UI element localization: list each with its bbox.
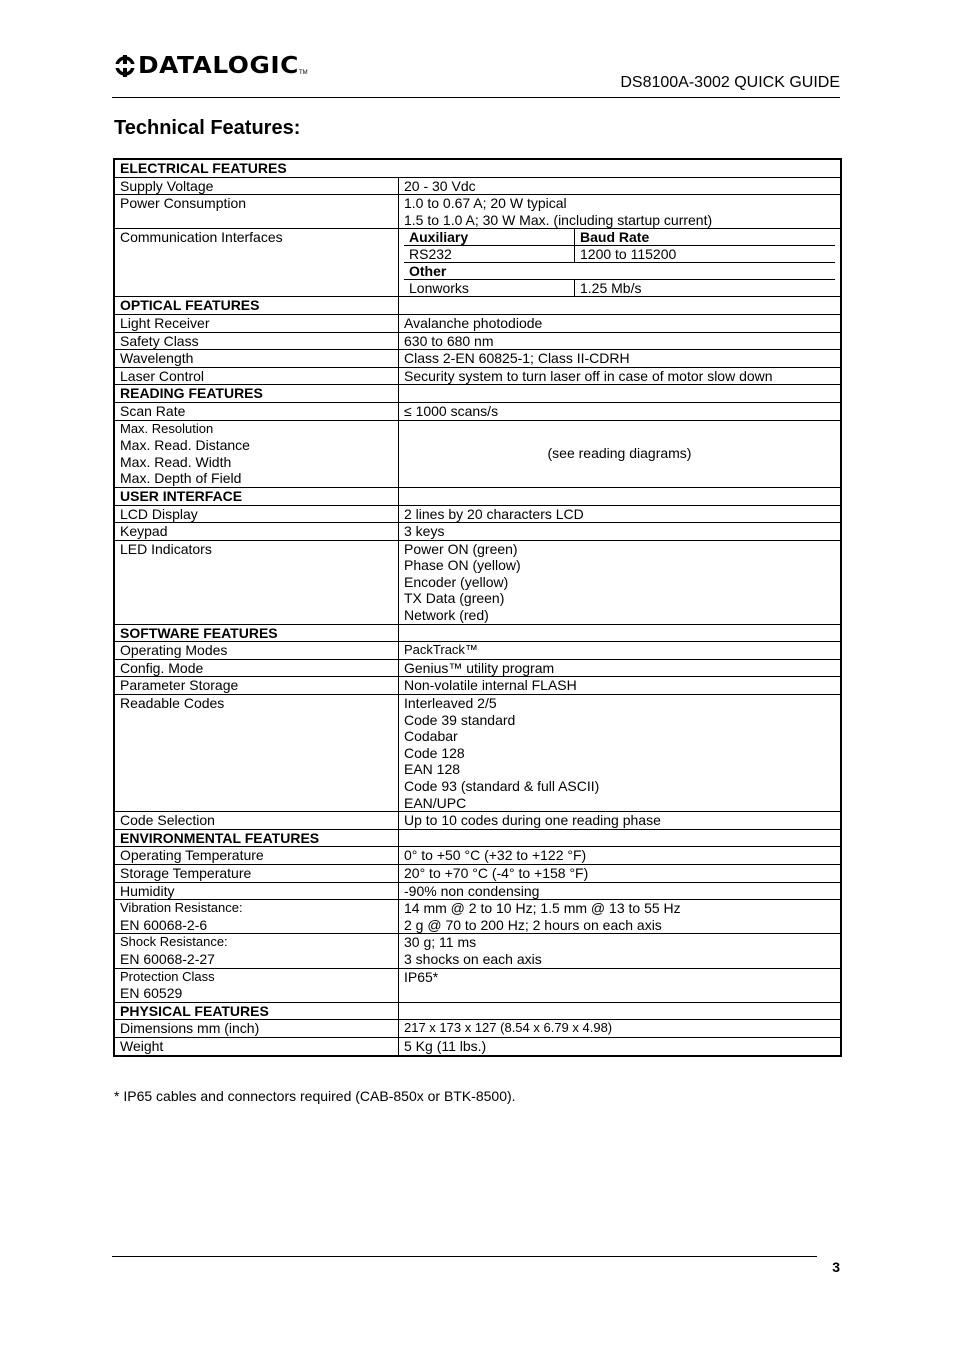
section-title: Technical Features: [114,117,301,139]
row-value: 5 Kg (11 lbs.) [399,1037,842,1055]
row-value: -90% non condensing [399,882,842,900]
software-heading: SOFTWARE FEATURES [114,624,399,642]
table-row [114,900,841,934]
environmental-heading-row [114,829,841,847]
table-row [114,695,841,812]
value-line: Code 39 standard [404,711,516,728]
table-row [114,642,841,660]
table-row [114,1037,841,1055]
reading-heading-row [114,385,841,403]
footnote: * IP65 cables and connectors required (CAB-850x or BTK-8500). [114,1088,516,1104]
value-line: Power ON (green) [404,540,518,557]
subtable-row [404,229,835,246]
table-row [114,523,841,541]
row-label: Config. Mode [114,659,399,677]
label-line: Max. Read. Width [120,453,232,470]
electrical-heading: ELECTRICAL FEATURES [114,159,841,177]
table-row [114,314,841,332]
row-label: Power Consumption [114,195,399,229]
row-label: Laser Control [114,367,399,385]
table-row [114,367,841,385]
table-row [114,934,841,968]
empty-cell [399,829,842,847]
value-line: Code 128 [404,744,465,761]
empty-cell [399,487,842,505]
row-label [114,420,399,487]
row-value [399,934,842,968]
row-label: Keypad [114,523,399,541]
row-label: Supply Voltage [114,177,399,195]
row-value [399,900,842,934]
table-row [114,659,841,677]
row-value: 2 lines by 20 characters LCD [399,505,842,523]
empty-cell [399,297,842,315]
communication-subtable-cell [399,229,842,297]
table-row [114,1020,841,1038]
row-value [399,540,842,624]
table-row [114,350,841,368]
table-row [114,882,841,900]
value-line: 1.0 to 0.67 A; 20 W typical [404,195,567,212]
aux-name: RS232 [404,246,575,263]
value-line: Code 93 (standard & full ASCII) [404,778,600,794]
row-label: Operating Modes [114,642,399,660]
label-line: EN 60529 [120,985,183,1002]
row-label: Dimensions mm (inch) [114,1020,399,1038]
row-value: 3 keys [399,523,842,541]
reading-heading: READING FEATURES [114,385,399,403]
value-line: 3 shocks on each axis [404,950,542,967]
communication-subtable [404,229,835,296]
row-value: Security system to turn laser off in case of motor slow down [399,367,842,385]
row-value: 217 x 173 x 127 (8.54 x 6.79 x 4.98) [399,1020,842,1038]
value-line: 2 g @ 70 to 200 Hz; 2 hours on each axis [404,916,662,933]
row-value: 630 to 680 nm [399,332,842,350]
table-row [114,332,841,350]
row-value [399,695,842,812]
row-label: Operating Temperature [114,847,399,865]
value-line: TX Data (green) [404,590,505,607]
subtable-row [404,246,835,263]
empty-cell [399,1002,842,1020]
row-label [114,968,399,1002]
table-row [114,812,841,830]
row-label: Communication Interfaces [114,229,399,297]
physical-heading: PHYSICAL FEATURES [114,1002,399,1020]
header-rule [112,97,840,98]
other-rate: 1.25 Mb/s [575,280,836,297]
table-row [114,540,841,624]
table-row [114,402,841,420]
row-value: (see reading diagrams) [399,420,842,487]
row-label: Readable Codes [114,695,399,812]
software-heading-row [114,624,841,642]
empty-cell [399,624,842,642]
subtable-row [404,280,835,297]
other-header: Other [404,263,835,280]
table-row [114,847,841,865]
table-row [114,195,841,229]
table-row [114,677,841,695]
row-value: PackTrack™ [399,642,842,660]
row-value: 20° to +70 °C (-4° to +158 °F) [399,864,842,882]
table-row [114,968,841,1002]
row-value: Up to 10 codes during one reading phase [399,812,842,830]
row-value: ≤ 1000 scans/s [399,402,842,420]
row-label: Humidity [114,882,399,900]
row-label [114,900,399,934]
aux-baud: 1200 to 115200 [575,246,836,263]
label-line: Max. Resolution [120,420,214,436]
empty-cell [399,385,842,403]
document-title: DS8100A-3002 QUICK GUIDE [620,74,840,91]
other-name: Lonworks [404,280,575,297]
value-line: Codabar [404,728,458,745]
logo-text: DATALOGIC [138,53,299,79]
label-line: Vibration Resistance: [120,900,243,916]
technical-features-table [113,158,842,1057]
physical-heading-row [114,1002,841,1020]
row-label: Code Selection [114,812,399,830]
value-line: EAN/UPC [404,794,467,811]
row-value: 0° to +50 °C (+32 to +122 °F) [399,847,842,865]
logo-mark-icon [114,55,136,77]
row-label: Scan Rate [114,402,399,420]
value-line: 30 g; 11 ms [404,934,477,951]
row-label: Wavelength [114,350,399,368]
user-interface-heading-row [114,487,841,505]
baud-header: Baud Rate [575,229,836,246]
label-line: Shock Resistance: [120,934,228,950]
logo-tm: TM [299,70,308,76]
row-value: Class 2-EN 60825-1; Class II-CDRH [399,350,842,368]
row-label: Safety Class [114,332,399,350]
value-line: Phase ON (yellow) [404,557,521,574]
footer-rule [112,1256,817,1257]
page-number: 3 [832,1259,840,1275]
row-label: LED Indicators [114,540,399,624]
value-line: Encoder (yellow) [404,573,509,590]
row-value: Genius™ utility program [399,659,842,677]
table-row [114,420,841,487]
row-value: 20 - 30 Vdc [399,177,842,195]
row-label [114,934,399,968]
label-line: EN 60068-2-27 [120,950,215,967]
row-label: Storage Temperature [114,864,399,882]
optical-heading: OPTICAL FEATURES [114,297,399,315]
table-row [114,505,841,523]
row-value: Avalanche photodiode [399,314,842,332]
row-value: IP65* [399,968,842,1002]
row-value: Non-volatile internal FLASH [399,677,842,695]
value-line: Network (red) [404,607,489,624]
table-row [114,229,841,297]
row-label: LCD Display [114,505,399,523]
electrical-heading-row [114,159,841,177]
value-line: 1.5 to 1.0 A; 30 W Max. (including startup current) [404,211,713,228]
subtable-row [404,263,835,280]
user-interface-heading: USER INTERFACE [114,487,399,505]
label-line: Max. Read. Distance [120,437,250,454]
table-row [114,177,841,195]
table-row [114,864,841,882]
optical-heading-row [114,297,841,315]
row-value [399,195,842,229]
value-line: Interleaved 2/5 [404,695,497,712]
row-label: Parameter Storage [114,677,399,695]
value-line: EAN 128 [404,761,461,778]
datalogic-logo [114,52,308,80]
label-line: EN 60068-2-6 [120,916,208,933]
row-label: Light Receiver [114,314,399,332]
label-line: Max. Depth of Field [120,470,242,487]
aux-header: Auxiliary [404,229,575,246]
environmental-heading: ENVIRONMENTAL FEATURES [114,829,399,847]
value-line: 14 mm @ 2 to 10 Hz; 1.5 mm @ 13 to 55 Hz [404,900,681,917]
label-line: Protection Class [120,968,215,984]
row-label: Weight [114,1037,399,1055]
